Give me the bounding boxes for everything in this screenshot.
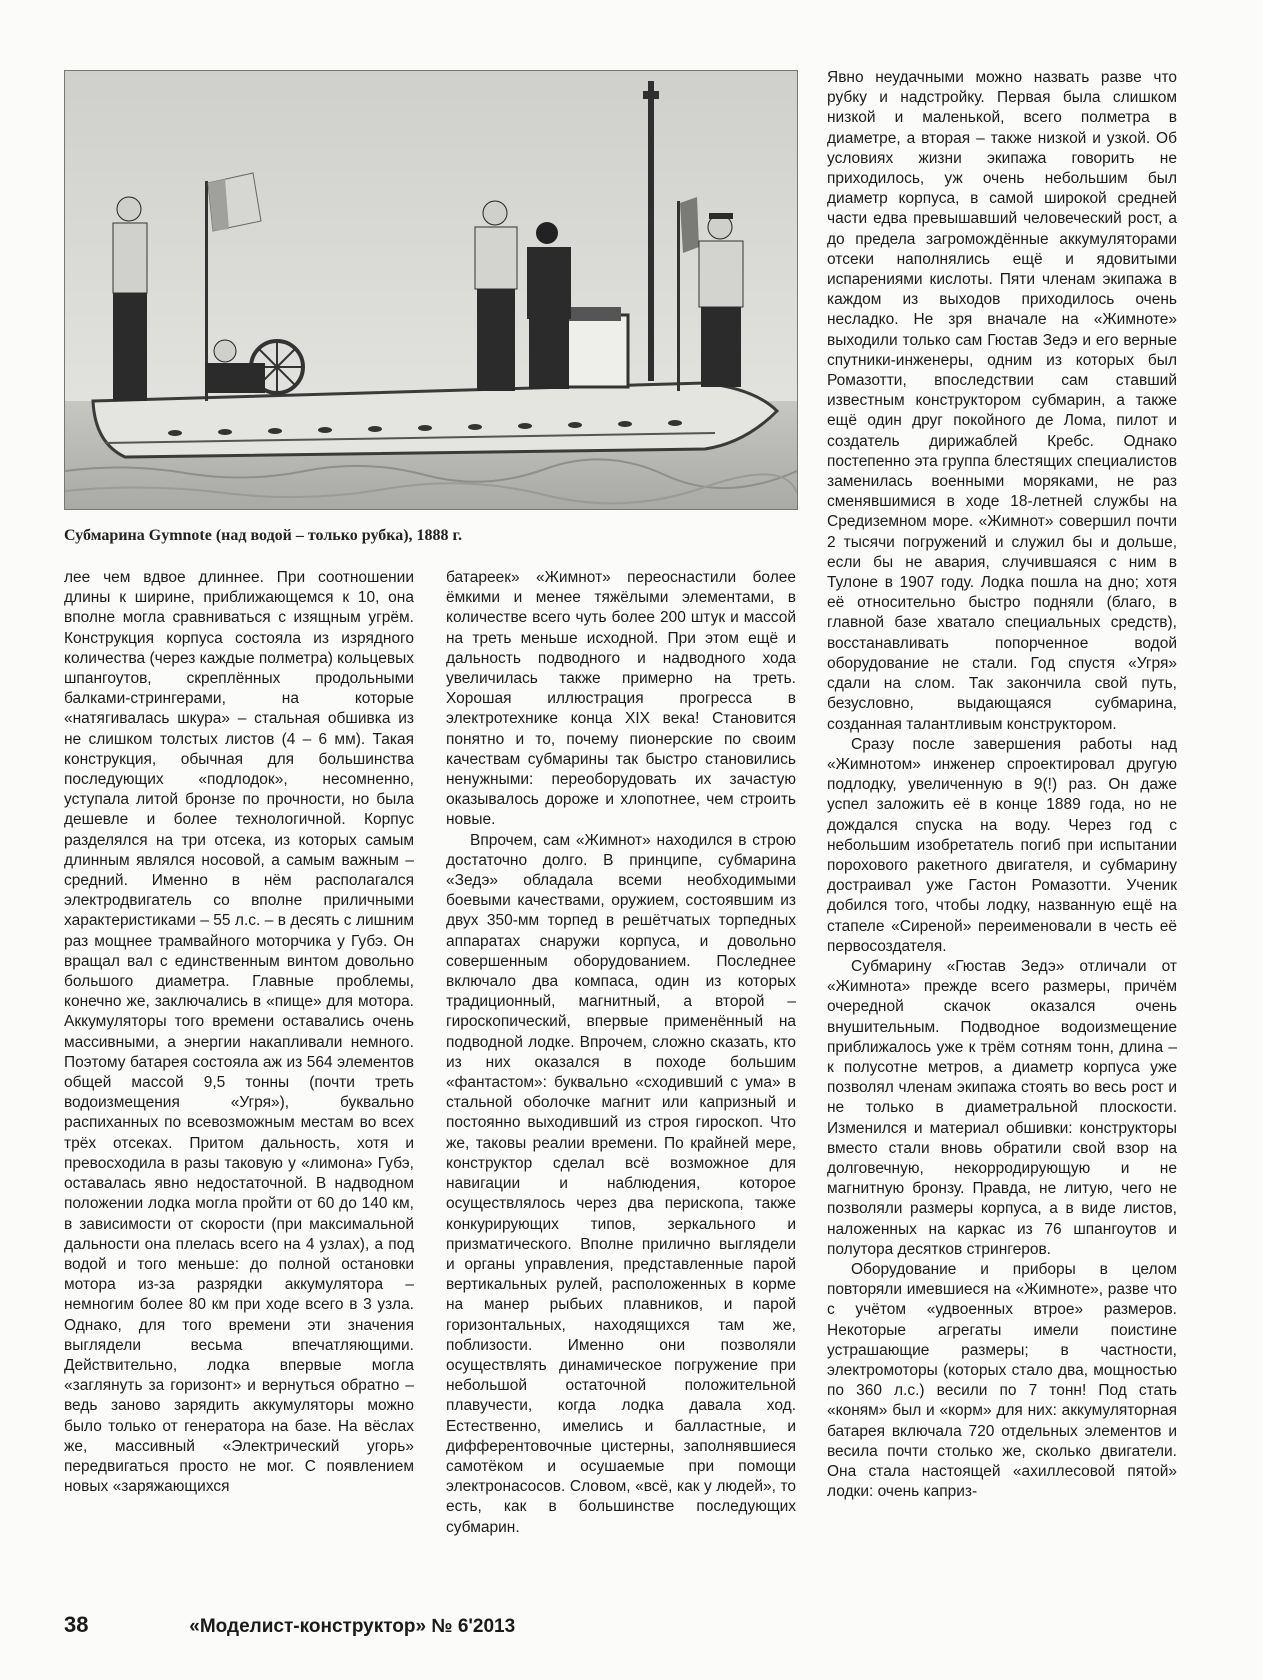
submarine-photo-icon bbox=[65, 71, 797, 509]
photo-caption: Субмарина Gymnote (над водой – только рубка), 1888 г. bbox=[64, 527, 462, 544]
text-column-middle bbox=[446, 568, 796, 1538]
paragraph: Оборудование и приборы в целом повторяли имевшиеся на «Жимноте», разве что с учётом «удвоенных втрое» размеров. Некоторые агрегаты имели поистине устрашающие размеры; в частности, электромоторы (которых стало два, мощностью по 360 л.с.) весили по 7 тонн! Под стать «коням» был и «корм» для них: аккумуляторная батарея включала 720 отдельных элементов и весила почти столько же, сколько двигатели. Она стала настоящей «ахиллесовой пятой» лодки: очень каприз- bbox=[827, 1260, 1177, 1501]
magazine-issue: «Моделист-конструктор» № 6'2013 bbox=[189, 1616, 516, 1637]
paragraph: Впрочем, сам «Жимнот» находился в строю достаточно долго. В принципе, субмарина «Зедэ» обладала всеми необходимыми боевыми качествами, оружием, состоявшим из двух 350-мм торпед в решётчатых торпедных аппаратах снаружи корпуса, и довольно совершенным оборудованием. Последнее включало два компаса, один из которых традиционный, магнитный, а второй – гироскопический, впервые применённый на подводной лодке. Впрочем, сложно сказать, кто из них оказался в походе большим «фантастом»: буквально «сходивший с ума» в стальной оболочке магнит или капризный и постоянно выходивший из строя гироскоп. Что же, таковы реалии времени. По крайней мере, конструктор сделал всё возможное для навигации и наблюдения, которое осуществлялось через два перископа, также конкурирующих типов, зеркального и призматического. Вполне прилично выглядели и органы управления, представленные парой вертикальных рулей, расположенных в корме на манер рыбьих плавников, и парой горизонтальных, находящихся там же, поблизости. Именно они позволяли осуществлять динамическое погружение при небольшой остаточной положительной плавучести, когда лодка давала ход. Естественно, имелись и балластные, и дифферентовочные цистерны, заполнявшиеся самотёком и осушаемые при помощи электронасосов. Словом, «всё, как у людей», то есть, как в большинстве последующих субмарин. bbox=[446, 831, 796, 1536]
text-column-right bbox=[827, 68, 1177, 1502]
paragraph: Субмарину «Гюстав Зедэ» отличали от «Жимнота» прежде всего размеры, причём очередной скачок оказался очень внушительным. Подводное водоизмещение приближалось уже к трём сотням тонн, длина – к полусотне метров, а диаметр корпуса уже позволял членам экипажа стоять во весь рост и не только в диаметральной плоскости. Изменился и материал обшивки: конструкторы вместо стали вновь обратили свой взор на долговечную, некорродирующую и не магнитную бронзу. Правда, не литую, чего не позволяли размеры корпуса, а в виде листов, наложенных на каркас из 76 шпангоутов и полутора десятков стрингеров. bbox=[827, 957, 1177, 1258]
paragraph: батареек» «Жимнот» переоснастили более ёмкими и менее тяжёлыми элементами, в количестве всего чуть более 200 штук и массой на треть меньше исходной. При этом ещё и дальность подводного и надводного хода увеличилась также примерно на треть. Хорошая иллюстрация прогресса в электротехнике конца XIX века! Становится понятно и то, почему пионерские по своим качествам субмарины так быстро становились ненужными: переоборудовать их зачастую оказывалось дороже и хлопотнее, чем строить новые. bbox=[446, 569, 796, 829]
paragraph: Явно неудачными можно назвать разве что рубку и надстройку. Первая была слишком низкой и маленькой, всего полметра в диаметре, а вторая – также низкой и узкой. Об условиях жизни экипажа говорить не приходилось, уж очень небольшим был диаметр корпуса, в самой широкой средней части едва превышавший человеческий рост, а до предела загромождённые аккумуляторами отсеки наполнялись ещё и ядовитыми испарениями кислоты. Пяти членам экипажа в каждом из выходов приходилось очень несладко. Не зря вначале на «Жимноте» выходили только сам Гюстав Зедэ и его верные спутники-инженеры, одним из которых был Ромазотти, впоследствии сам ставший известным конструктором субмарин, а также ещё один друг покойного де Лома, пилот и создатель дирижаблей Кребс. Однако постепенно эта группа блестящих специалистов заменилась военными моряками, не раз сменявшимися в ходе 18-летней службы на Средиземном море. «Жимнот» совершил почти 2 тысячи погружений и служил бы и дольше, если бы не авария, случившаяся с ним в Тулоне в 1907 году. Лодка пошла на дно; хотя её относительно быстро подняли (благо, в главной базе хватало специальных средств), восстанавливать попорченное водой оборудование не стали. Год спустя «Угря» сдали на слом. Так закончила свой путь, безусловно, выдающаяся субмарина, созданная талантливым конструктором. bbox=[827, 69, 1177, 733]
paragraph: Сразу после завершения работы над «Жимнотом» инженер спроектировал другую подлодку, увеличенную в 9(!) раз. Он даже успел заложить её в конце 1889 года, но не дождался спуска на воду. Через год с небольшим изобретатель погиб при испытании порохового ракетного двигателя, и субмарину достраивал уже Гастон Ромазотти. Ученик добился того, чтобы лодку, названную ещё на стапеле «Сиреной» переименовали в честь её первосоздателя. bbox=[827, 735, 1177, 955]
submarine-photo bbox=[64, 70, 798, 510]
paragraph: лее чем вдвое длиннее. При соотношении длины к ширине, приближающемся к 10, она вполне могла сравниваться с изящным угрём. Конструкция корпуса состояла из изрядного количества (через каждые полметра) кольцевых шпангоутов, скреплённых продольными балками-стрингерами, на которые «натягивалась шкура» – стальная обшивка из не слишком толстых листов (4 – 6 мм). Такая конструкция, обычная для большинства последующих «подлодок», несомненно, уступала литой бронзе по прочности, но была дешевле и более технологичной. Корпус разделялся на три отсека, из которых самым длинным являлся носовой, а самым важным – средний. Именно в нём располагался электродвигатель со вполне приличными характеристиками – 55 л.с. – в десять с лишним раз мощнее трамвайного моторчика у Губэ. Он вращал вал с единственным винтом довольно большого диаметра. Главные проблемы, конечно же, заключались в «пище» для мотора. Аккумуляторы того времени оставались очень массивными, а энергии накапливали немного. Поэтому батарея состояла аж из 564 элементов общей массой 9,5 тонны (почти треть водоизмещения «Угря»), буквально распиханных по всевозможным местам во всех трёх отсеках. Притом дальность, хотя и превосходила в разы таковую у «лимона» Губэ, оставалась явно недостаточной. В надводном положении лодка могла пройти от 60 до 140 км, в зависимости от скорости (при максимальной дальности она плелась всего на 4 узлах), а под водой и того меньше: до полной остановки мотора из-за разрядки аккумулятора – немногим более 80 км при ходе всего в 3 узла. Однако, для того времени эти значения выглядели весьма впечатляющими. Действительно, лодка впервые могла «заглянуть за горизонт» и вернуться обратно – ведь заново зарядить аккумуляторы можно было только от генератора на базе. На вёслах же, массивный «Электрический угорь» передвигаться просто не мог. С появлением новых «заряжающихся bbox=[64, 569, 414, 1496]
page-number: 38 bbox=[64, 1612, 89, 1637]
text-column-left bbox=[64, 568, 414, 1497]
page-footer bbox=[64, 1612, 764, 1638]
